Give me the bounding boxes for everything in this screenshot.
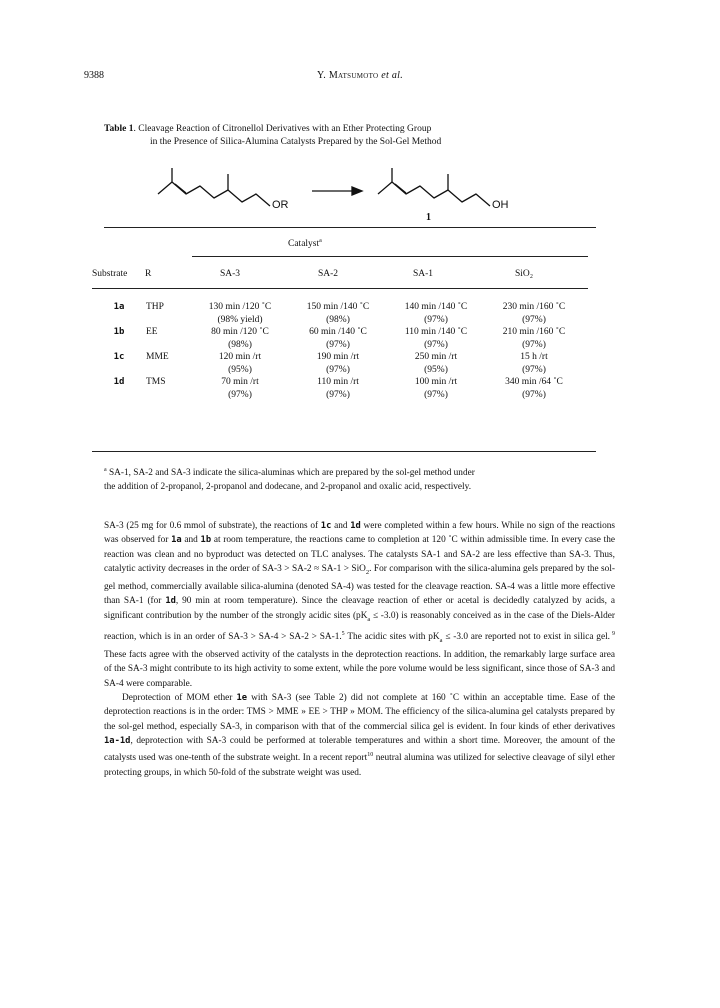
catalyst-header [288,238,322,249]
condition-cell: 80 min /120 ˚C [211,327,269,337]
col-header-r: R [145,269,152,279]
condition-cell: 230 min /160 ˚C [502,302,566,312]
footnote-line-2: the addition of 2-propanol, 2-propanol and dodecane, and 2-propanol and oxalic acid, respectively. [104,482,472,493]
reference-mark: 10 [367,752,374,759]
reactant-group: OR [272,199,289,211]
col-header-sa1: SA-1 [413,269,434,279]
substrate-cell: 1c [113,352,125,362]
yield-cell: (97%) [326,364,350,375]
yield-cell: (97%) [424,314,448,325]
condition-cell: 110 min /rt [317,377,359,387]
condition-cell: 140 min /140 ˚C [404,302,468,312]
yield-cell: (97%) [326,339,350,350]
yield-cell: (95%) [424,364,448,375]
substrate-cell: 1d [113,377,125,387]
r-cell: THP [146,302,164,312]
table-row [92,326,583,339]
reference-mark: 9 [610,630,615,637]
yield-cell: (97%) [522,314,546,325]
caption-line-1: . Cleavage Reaction of Citronellol Derivatives with an Ether Protecting Group [133,124,432,134]
yield-cell: (95%) [228,364,252,375]
substrate-cell: 1a [113,302,125,312]
condition-cell: 340 min /64 ˚C [505,377,563,387]
reference-mark: 5 [341,630,345,637]
r-cell: MME [146,352,169,362]
compound-ref: 1d [350,521,361,531]
page-number: 9388 [84,70,104,81]
yield-cell: (97%) [326,389,350,400]
footnote-line-1: SA-1, SA-2 and SA-3 indicate the silica-aluminas which are prepared by the sol-gel method under [106,468,475,479]
header-bottom-rule [92,288,588,289]
table-row [92,314,583,327]
footnote-mark: a [104,467,107,473]
reactant-structure [158,168,270,206]
condition-cell: 150 min /140 ˚C [306,302,370,312]
reaction-arrow [312,187,362,195]
compound-ref: 1a [171,535,182,546]
reaction-scheme [156,166,576,226]
condition-cell: 15 h /rt [520,352,548,362]
catalyst-header-label: Catalyst [288,239,320,250]
product-group: OH [492,199,509,211]
r-cell: EE [146,327,158,337]
col-header-sa3: SA-3 [220,269,241,279]
col-header-sa2: SA-2 [318,269,339,279]
table-label: Table 1 [104,124,134,134]
yield-cell: (97%) [522,339,546,350]
compound-ref: 1d [165,596,176,607]
table-row [92,339,583,352]
table-row [92,376,583,389]
r-cell: TMS [146,377,166,387]
product-structure [378,168,490,206]
yield-cell: (97%) [424,339,448,350]
product-label: 1 [426,212,431,223]
col-header-substrate: Substrate [92,269,128,279]
substrate-cell: 1b [113,327,125,337]
compound-ref: 1a-1d [104,735,131,746]
table-bottom-rule [92,451,596,452]
paragraph-1: SA-3 (25 mg for 0.6 mmol of substrate), the reactions of 1c and 1d were completed within a few hours. While no sign of the reactions was observed for 1a and 1b at room temperature, the reactions came to completion at 120 ˚C within admissible time. In every case the reaction was clean and no byproduct was detected on TLC analyses. The catalysts SA-1 and SA-2 are less effective than SA-3. Thus, catalytic activity decreases in the order of SA-3 > SA-2 ≈ SA-1 > SiO$_2$. For comparison with the silica-alumina gels prepared by the sol-gel method, commercially available silica-alumina (denoted SA-4) was tested for the cleavage reaction. SA-4 was a little more effective than SA-1 (for 1d, 90 min at room temperature). Since the cleavage reaction of ether or acetal is decidedly catalyzed by acids, a significant contribution by the number of the strongly acidic sites $(pK_a \le -3.0)$ is reasonably conceived as in the case of the Diels-Alder reaction, which is in an order of SA-3 > SA-4 > SA-2 > SA-1.$^5$ The acidic sites with $pK_a \le -3.0$ are reported not to exist in silica gel. $^9$ These facts agree with the observed activity of the catalysts in the deprotection reactions. In addition, the remarkably large surface area of the SA-3 might contribute to its high activity to some extent, while the pore volume would be less significant, since those of SA-3 and SA-4 were comparable. [104,521,616,689]
condition-cell: 70 min /rt [221,377,259,387]
yield-cell: (97%) [522,389,546,400]
table-row [92,389,583,402]
table-row [92,301,583,314]
table-row [92,351,583,364]
body-text [104,519,615,780]
condition-cell: 100 min /rt [414,377,458,387]
table-top-rule [104,227,596,228]
paragraph-2: Deprotection of MOM ether 1e with SA-3 (see Table 2) did not complete at 160 ˚C within an acceptable time. Ease of the deprotection reactions is in the order: TMS > MME » EE > THP » MOM. The efficiency of the silica-alumina gel catalysts prepared by the sol-gel method, especially SA-3, in comparison with that of the commercial silica gel is evident. In four kinds of ether derivatives 1a-1d, deprotection with SA-3 could be performed at tolerable temperatures and within a short time. Moreover, the amount of the catalysts used was one-tenth of the substrate weight. In a recent report$^{10}$ neutral alumina was utilized for selective cleavage of silyl ether protecting groups, in which 50-fold of the substrate weight was used. [104,692,616,778]
author-initial: Y. M [316,70,339,81]
catalyst-footnote-mark: a [319,238,322,244]
table-footnote [104,463,614,494]
compound-ref: 1c [320,521,332,531]
yield-cell: (98%) [326,314,350,325]
results-table [92,301,583,401]
condition-cell: 210 min /160 ˚C [502,327,566,337]
compound-ref: 1b [200,535,212,546]
col-header-sio2: SiO₂ [515,269,534,279]
condition-cell: 120 min /rt [218,352,262,362]
author-etal: et al. [378,70,404,81]
yield-cell: (97%) [522,364,546,375]
condition-cell: 190 min /rt [316,352,360,362]
catalyst-span-rule [192,256,588,257]
condition-cell: 250 min /rt [414,352,458,362]
yield-cell: (97%) [228,389,252,400]
compound-ref: 1e [236,692,248,703]
table-row [92,364,583,377]
condition-cell: 60 min /140 ˚C [309,327,367,337]
condition-cell: 110 min /140 ˚C [404,327,468,337]
author-surname: atsumoto [338,70,379,81]
yield-cell: (98%) [228,339,252,350]
table-caption [104,123,624,149]
yield-cell: (98% yield) [217,314,263,325]
condition-cell: 130 min /120 ˚C [208,302,272,312]
running-head [0,70,720,81]
yield-cell: (97%) [424,389,448,400]
caption-line-2: in the Presence of Silica-Alumina Catalysts Prepared by the Sol-Gel Method [150,137,442,147]
